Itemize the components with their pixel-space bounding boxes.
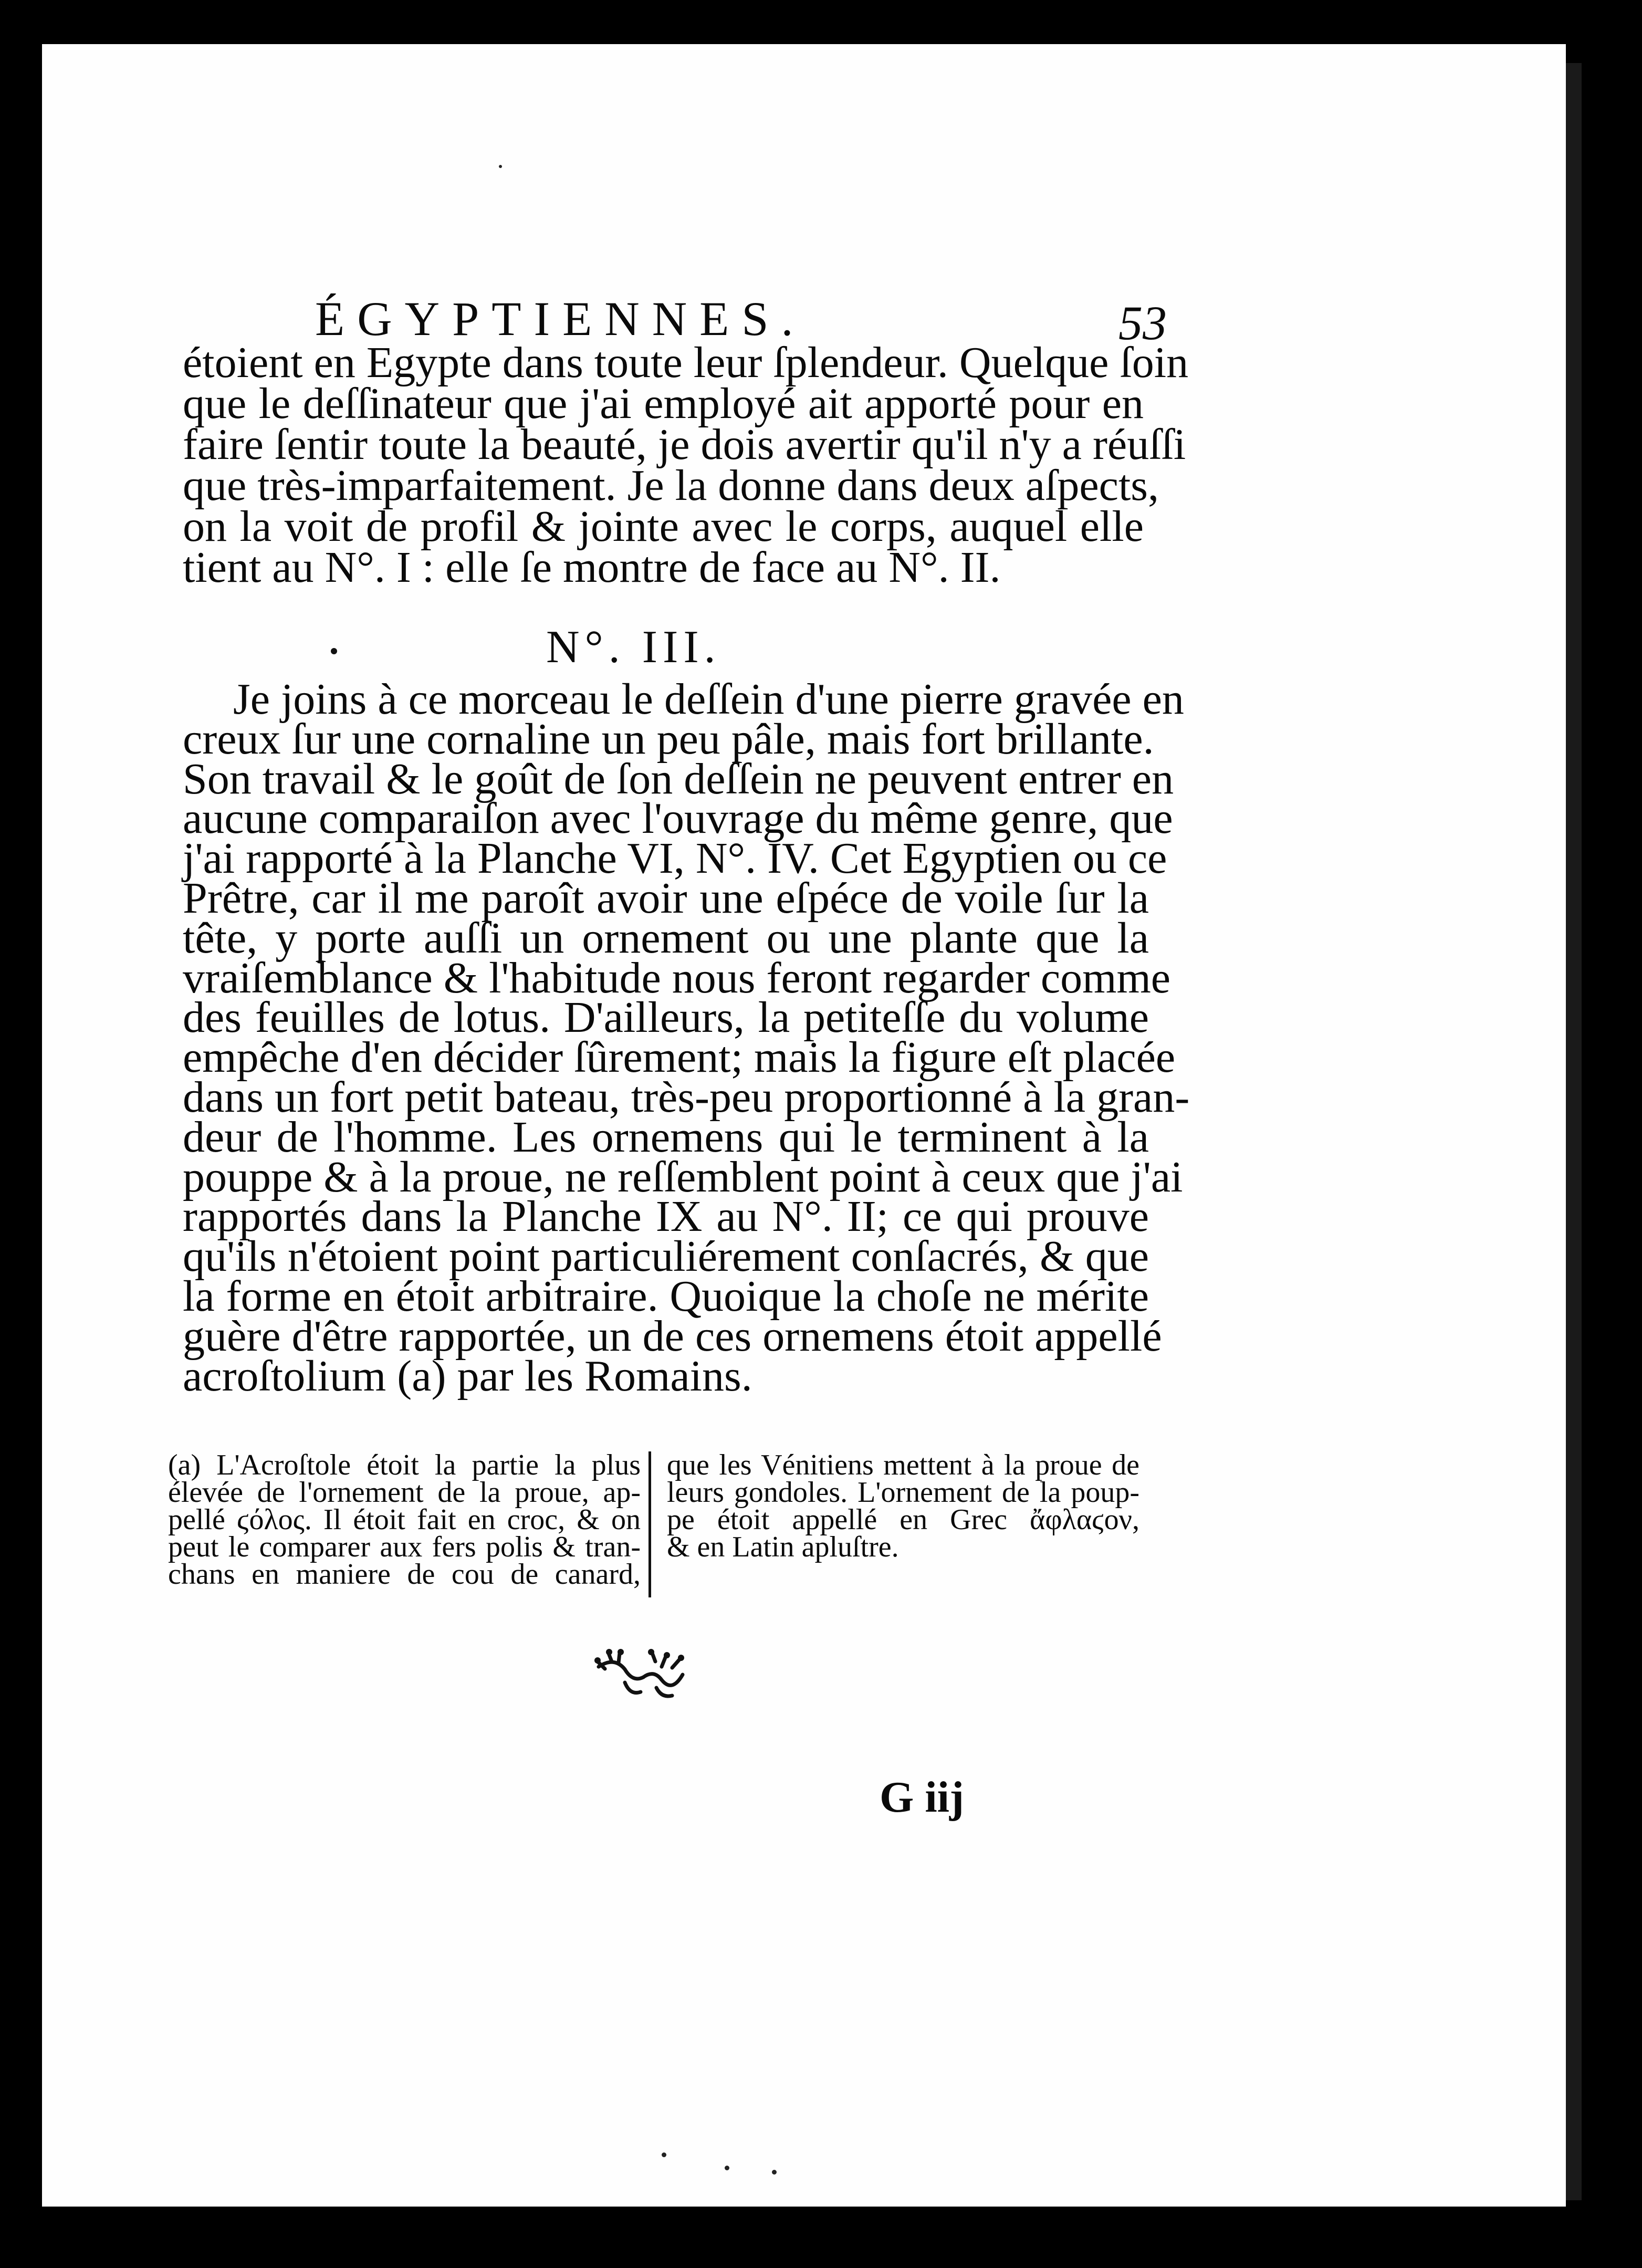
text-line: que très-imparfaitement. Je la donne dans deux aſpects, [183, 461, 1159, 510]
text-line: deur de l'homme. Les ornemens qui le terminent à la [183, 1112, 1149, 1162]
footnote-line: peut le comparer aux fers polis & tran- [168, 1531, 641, 1563]
section-heading: N°. III. [546, 622, 721, 673]
text-line: acroſtolium (a) par les Romains. [183, 1351, 752, 1400]
column-divider [649, 1451, 651, 1597]
text-line: que le deſſinateur que j'ai employé ait apporté pour en [183, 379, 1144, 428]
footnote-line: pellé ϛόλος. Il étoit fait en croc, & on [168, 1503, 641, 1536]
footnote-line: (a) L'Acroſtole étoit la partie la plus [168, 1449, 641, 1481]
text-line: vraiſemblance & l'habitude nous feront regarder comme [183, 953, 1171, 1002]
footnote-line: chans en maniere de cou de canard, [168, 1558, 641, 1591]
text-line: creux ſur une cornaline un peu pâle, mais fort brillante. [183, 714, 1154, 764]
text-line: Son travail & le goût de ſon deſſein ne peuvent entrer en [183, 754, 1174, 803]
text-line: tient au N°. I : elle ſe montre de face au N°. II. [183, 543, 1001, 592]
footnote-line: pe étoit appellé en Grec ἄφλαϛον, [667, 1503, 1139, 1536]
intro-paragraph [183, 338, 1189, 592]
text-line: pouppe & à la proue, ne reſſemblent point à ceux que j'ai [183, 1152, 1183, 1201]
text-line: aucune comparaiſon avec l'ouvrage du même genre, que [183, 794, 1173, 843]
stray-dot [772, 2170, 777, 2175]
footnote-line: leurs gondoles. L'ornement de la poup- [667, 1476, 1139, 1509]
stray-dot [725, 2166, 729, 2170]
text-line: faire ſentir toute la beauté, je dois avertir qu'il n'y a réuſſi [183, 420, 1186, 469]
text-line: j'ai rapporté à la Planche VI, N°. IV. Cet Egyptien ou ce [183, 834, 1167, 883]
text-line: tête, y porte auſſi un ornement ou une plante que la [183, 913, 1149, 963]
signature-mark: G iij [880, 1773, 964, 1822]
text-line: rapportés dans la Planche IX au N°. II; ce qui prouve [183, 1192, 1149, 1241]
footnote-line: élevée de l'ornement de la proue, ap- [168, 1476, 641, 1509]
stray-dot [331, 648, 337, 654]
text-line: la forme en étoit arbitraire. Quoique la choſe ne mérite [183, 1271, 1149, 1321]
text-line: Prêtre, car il me paroît avoir une eſpéce de voile ſur la [183, 873, 1149, 923]
text-line: des feuilles de lotus. D'ailleurs, la petiteſſe du volume [183, 993, 1149, 1042]
text-line: empêche d'en décider ſûrement; mais la figure eſt placée [183, 1033, 1176, 1082]
footnote-line: que les Vénitiens mettent à la proue de [667, 1449, 1139, 1481]
book-page [42, 44, 1566, 2207]
running-title: ÉGYPTIENNES. [315, 292, 806, 346]
fleuron-ornament-icon [593, 1646, 688, 1703]
text-line: étoient en Egypte dans toute leur ſplendeur. Quelque ſoin [183, 338, 1189, 387]
text-line: guère d'être rapportée, un de ces ornemens étoit appellé [183, 1311, 1162, 1361]
text-line: dans un fort petit bateau, très-peu proportionné à la gran- [183, 1072, 1190, 1122]
text-line: on la voit de profil & jointe avec le corps, auquel elle [183, 502, 1144, 551]
page-edge-shadow [1566, 63, 1582, 2200]
section-paragraph [183, 675, 1190, 1400]
footnote-right-column [667, 1451, 1139, 1561]
page-number: 53 [1118, 296, 1167, 350]
footnote-line: & en Latin apluſtre. [667, 1531, 899, 1563]
footnote-left-column [168, 1449, 641, 1591]
text-line: Je joins à ce morceau le deſſein d'une pierre gravée en [233, 675, 1184, 724]
stray-dot [662, 2152, 666, 2157]
text-line: qu'ils n'étoient point particuliérement conſacrés, & que [183, 1232, 1149, 1281]
stray-dot [499, 165, 502, 168]
